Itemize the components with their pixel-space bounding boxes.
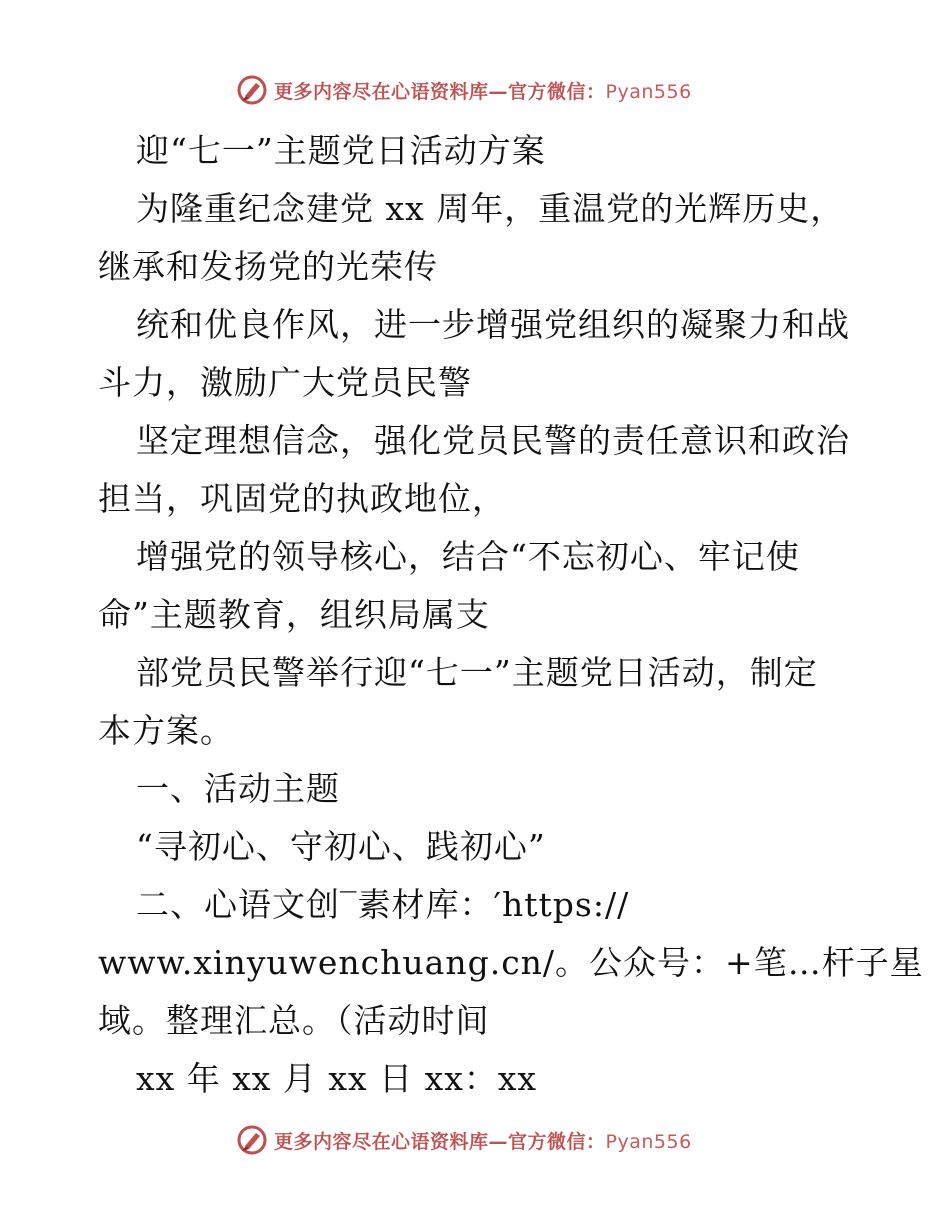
- paragraph-line: 继承和发扬党的光荣传: [98, 247, 438, 286]
- paragraph-line: 斗力，激励广大党员民警: [98, 363, 472, 402]
- paragraph-line: 统和优良作风，进一步增强党组织的凝聚力和战: [136, 305, 850, 344]
- paragraph-line: 担当，巩固党的执政地位，: [98, 479, 506, 518]
- header-watermark: [236, 72, 692, 108]
- brush-logo-icon: [236, 74, 268, 106]
- activity-time: xx 年 xx 月 xx 日 xx：xx: [136, 1059, 538, 1098]
- paragraph-line: 为隆重纪念建党 xx 周年，重温党的光辉历史，: [136, 189, 845, 228]
- paragraph-line: 坚定理想信念，强化党员民警的责任意识和政治: [136, 421, 850, 460]
- watermark-text: 更多内容尽在心语资料库—官方微信：Pyan556: [274, 80, 692, 103]
- paragraph-line: 命”主题教育，组织局属支: [98, 595, 490, 634]
- paragraph-line: 本方案。: [98, 711, 234, 750]
- paragraph-line: 增强党的领导核心，结合“不忘初心、牢记使: [136, 537, 800, 576]
- footer-watermark: [236, 1122, 692, 1158]
- brush-logo-icon: [236, 1124, 268, 1156]
- document-title: 迎“七一”主题党日活动方案: [136, 131, 546, 170]
- paragraph-line: 域。整理汇总。（活动时间: [98, 1001, 490, 1040]
- activity-theme: “寻初心、守初心、践初心”: [136, 827, 546, 866]
- watermark-text: 更多内容尽在心语资料库—官方微信：Pyan556: [274, 1130, 692, 1153]
- document-body: [98, 122, 924, 1108]
- section-heading: 一、活动主题: [136, 769, 340, 808]
- section-heading: 二、心语文创‾素材库：′https://: [136, 885, 630, 924]
- paragraph-line: www.xinyuwenchuang.cn/。公众号：+笔…杆子星: [98, 943, 924, 982]
- paragraph-line: 部党员民警举行迎“七一”主题党日活动，制定: [136, 653, 818, 692]
